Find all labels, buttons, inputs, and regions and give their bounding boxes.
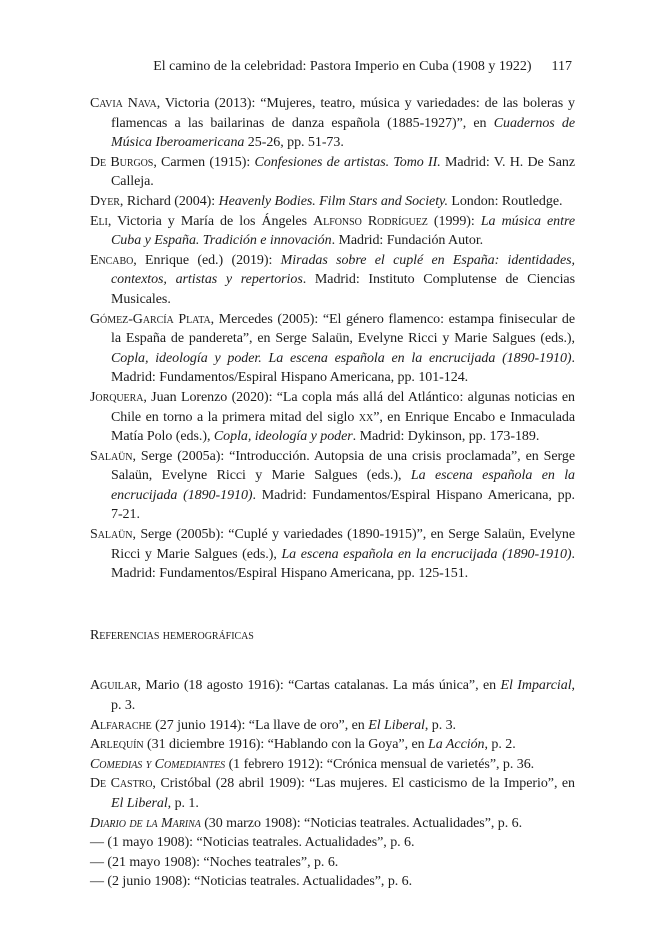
author-surname: De Castro bbox=[90, 776, 153, 792]
reference-entry bbox=[90, 212, 575, 251]
reference-text: , Victoria y María de los Ángeles bbox=[107, 213, 314, 229]
reference-tail: , p. 3. bbox=[424, 717, 457, 733]
press-entry bbox=[90, 774, 575, 813]
reference-tail: 25-26, pp. 51-73. bbox=[244, 135, 344, 151]
reference-tail: . Madrid: Fundación Autor. bbox=[331, 233, 484, 249]
reference-text: , Cristóbal (28 abril 1909): “Las mujeres. El casticismo de la Imperio”, en bbox=[152, 776, 576, 792]
press-entry bbox=[90, 716, 575, 736]
reference-text: , Serge (2005b): “Cuplé y variedades (1890-1915)”, en Serge Salaün, Evelyne Ricci y Marie Salgues (eds.), bbox=[111, 527, 575, 562]
author-surname: Jorquera bbox=[90, 389, 144, 405]
page-number: 117 bbox=[551, 59, 572, 74]
reference-text: — (2 junio 1908): “Noticias teatrales. Actualidades”, p. 6. bbox=[90, 874, 413, 890]
reference-title: La escena española en la encrucijada (1890-1910) bbox=[111, 468, 575, 503]
reference-tail: . Madrid: Fundamentos/Espiral Hispano Americana, pp. 125-151. bbox=[111, 546, 575, 582]
reference-entry bbox=[90, 310, 575, 388]
reference-entry bbox=[90, 388, 575, 447]
reference-text: , Juan Lorenzo (2020): “La copla más allá del Atlántico: algunas noticias en Chile en torno a la primera mitad del siglo bbox=[111, 389, 575, 425]
reference-text: , Victoria (2013): “Mujeres, teatro, música y variedades: de las boleras y flamencas a las bailarinas de danza española (1885-1927)”, en bbox=[111, 96, 575, 131]
reference-tail: , p. 1. bbox=[167, 796, 199, 811]
author-surname: Arlequín bbox=[90, 737, 144, 753]
author-surname: Gómez-García Plata bbox=[90, 311, 211, 327]
section-heading: Referencias hemerográficas bbox=[90, 627, 254, 643]
reference-tail: , p. 2. bbox=[484, 737, 516, 753]
reference-text: , Mercedes (2005): “El género flamenco: estampa finisecular de la España de pandereta”, en Serge Salaün, Evelyne Ricci y Marie Salgues (eds.), bbox=[111, 311, 575, 347]
press-entry bbox=[90, 833, 575, 853]
reference-entry bbox=[90, 447, 575, 525]
reference-text: , Carmen (1915): bbox=[153, 154, 255, 170]
reference-entry bbox=[90, 94, 575, 153]
author-surname: Encabo bbox=[90, 252, 134, 268]
reference-entry bbox=[90, 251, 575, 310]
press-entry bbox=[90, 755, 575, 775]
author-surname: Cavia Nava bbox=[90, 96, 157, 111]
reference-text: (1 febrero 1912): “Crónica mensual de varietés”, p. 36. bbox=[225, 756, 535, 772]
reference-text: , Richard (2004): bbox=[119, 193, 219, 209]
reference-tail: . Madrid: Fundamentos/Espiral Hispano Americana, pp. 101-124. bbox=[111, 350, 575, 386]
reference-tail: Madrid: V. H. De Sanz Calleja. bbox=[111, 154, 575, 190]
author-surname: De Burgos bbox=[90, 154, 154, 170]
reference-text: — (21 mayo 1908): “Noches teatrales”, p. 6. bbox=[90, 854, 339, 870]
press-entry bbox=[90, 872, 575, 892]
reference-title: Copla, ideología y poder. La escena española en la encrucijada (1890-1910) bbox=[111, 350, 572, 366]
press-entry bbox=[90, 814, 575, 834]
references-body bbox=[90, 94, 575, 892]
reference-entry bbox=[90, 192, 575, 212]
reference-entry bbox=[90, 153, 575, 192]
reference-text: ”, en Enrique Encabo e Inmaculada Matía Polo (eds.), bbox=[111, 409, 575, 445]
reference-title: Confesiones de artistas. Tomo II. bbox=[254, 154, 441, 170]
reference-title: Miradas sobre el cuplé en España: identidades, contextos, artistas y repertorios bbox=[111, 252, 575, 288]
press-entry bbox=[90, 735, 575, 755]
reference-text: , Serge (2005a): “Introducción. Autopsia de una crisis proclamada”, en Serge Salaün, Evelyne Ricci y Marie Salgues (eds.), bbox=[111, 448, 575, 484]
reference-title: La música entre Cuba y España. Tradición e innovación bbox=[111, 213, 575, 249]
reference-text: (1999): bbox=[427, 213, 481, 229]
author-surname: Eli bbox=[90, 213, 108, 229]
reference-text: — (1 mayo 1908): “Noticias teatrales. Actualidades”, p. 6. bbox=[90, 835, 415, 851]
newspaper-title: El Imparcial bbox=[500, 678, 572, 694]
reference-entry bbox=[90, 525, 575, 584]
reference-text: (31 diciembre 1916): “Hablando con la Goya”, en bbox=[143, 737, 429, 753]
century-numeral: xx bbox=[358, 409, 374, 425]
reference-title: La escena española en la encrucijada (1890-1910) bbox=[281, 546, 572, 562]
running-title: El camino de la celebridad: Pastora Imperio en Cuba (1908 y 1922) bbox=[153, 59, 532, 74]
newspaper-title: La Acción bbox=[428, 737, 485, 753]
author-surname: Dyer bbox=[90, 193, 120, 209]
author-surname: Aguilar bbox=[90, 678, 138, 694]
running-header bbox=[90, 58, 572, 76]
author-surname: Salaün bbox=[90, 527, 133, 543]
reference-text: (27 junio 1914): “La llave de oro”, en bbox=[151, 717, 369, 733]
reference-tail: . Madrid: Dykinson, pp. 173-189. bbox=[352, 429, 540, 445]
reference-tail: . Madrid: Fundamentos/Espiral Hispano Americana, pp. 7-21. bbox=[111, 487, 575, 523]
reference-text: (30 marzo 1908): “Noticias teatrales. Actualidades”, p. 6. bbox=[200, 815, 523, 831]
reference-title: Cuadernos de Música Iberoamericana bbox=[111, 115, 575, 151]
reference-tail: , p. 3. bbox=[111, 678, 575, 714]
reference-tail: London: Routledge. bbox=[447, 193, 563, 209]
reference-title: Heavenly Bodies. Film Stars and Society. bbox=[218, 193, 448, 209]
coauthor-surname: Alfonso Rodríguez bbox=[313, 213, 428, 229]
publication-title: Diario de la Marina bbox=[90, 815, 201, 831]
reference-text: , Enrique (ed.) (2019): bbox=[133, 252, 281, 268]
reference-text: , Mario (18 agosto 1916): “Cartas catalanas. La más única”, en bbox=[137, 678, 501, 694]
newspaper-title: El Liberal bbox=[368, 717, 425, 733]
reference-title: Copla, ideología y poder bbox=[213, 429, 353, 445]
publication-title: Comedias y Comediantes bbox=[90, 756, 226, 772]
reference-tail: . Madrid: Instituto Complutense de Ciencias Musicales. bbox=[111, 272, 575, 307]
author-surname: Alfarache bbox=[90, 717, 152, 733]
newspaper-title: El Liberal bbox=[111, 796, 168, 811]
author-surname: Salaün bbox=[90, 448, 133, 464]
press-entry bbox=[90, 853, 575, 873]
press-entry bbox=[90, 676, 575, 715]
